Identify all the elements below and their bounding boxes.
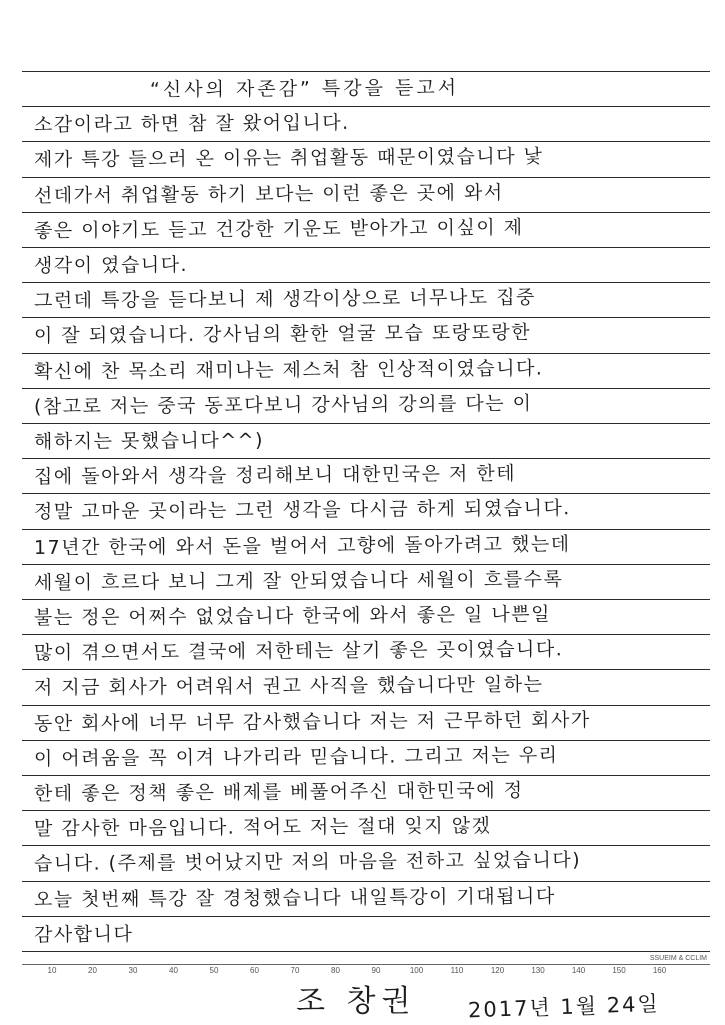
ruler-tick-label: 110 — [450, 966, 464, 975]
ruler-tick-label: 10 — [47, 966, 57, 975]
essay-line: 제가 특강 들으러 온 이유는 취업활동 때문이였습니다 낯 — [33, 145, 544, 172]
ruler-tick-label: 100 — [409, 966, 424, 975]
ruler-tick-label: 150 — [612, 966, 626, 975]
essay-line: 17년간 한국에 와서 돈을 벌어서 고향에 돌아가려고 했는데 — [33, 532, 571, 559]
essay-line: 정말 고마운 곳이라는 그런 생각을 다시금 하게 되였습니다. — [33, 497, 571, 524]
essay-line: 그런데 특강을 듣다보니 제 생각이상으로 너무나도 집중 — [33, 286, 536, 313]
essay-line: 말 감사한 마음입니다. 적어도 저는 절대 잊지 않겠 — [33, 814, 492, 841]
essay-line: 해하지는 못했습니다^^) — [33, 429, 265, 453]
essay-line: 불는 정은 어쩌수 없었습니다 한국에 와서 좋은 일 나쁜일 — [33, 603, 552, 629]
handwritten-date: 2017년 1월 24일 — [467, 991, 661, 1023]
essay-line: 소감이라고 하면 참 잘 왔어입니다. — [33, 111, 350, 137]
essay-line: 한테 좋은 정책 좋은 배제를 베풀어주신 대한민국에 정 — [33, 779, 524, 805]
essay-title: “신사의 자존감” 특강을 듣고서 — [149, 76, 460, 101]
essay-line: 많이 겪으면서도 결국에 저한테는 살기 좋은 곳이였습니다. — [33, 638, 564, 665]
ruler-tick-label: 90 — [371, 966, 381, 975]
essay-line: 생각이 였습니다. — [33, 253, 189, 277]
ruler-tick-label: 140 — [571, 966, 586, 975]
ruler-tick-label: 130 — [531, 966, 545, 975]
essay-line: 이 잘 되였습니다. 강사님의 환한 얼굴 모습 또랑또랑한 — [33, 321, 532, 348]
ruler-tick-label: 80 — [331, 966, 340, 975]
author-signature: 조 창권 — [296, 984, 417, 1019]
essay-line: 이 어려움을 꼭 이겨 나가리라 믿습니다. 그리고 저는 우리 — [33, 744, 559, 770]
ruled-line — [22, 951, 710, 952]
essay-line: 선데가서 취업활동 하기 보다는 이런 좋은 곳에 와서 — [33, 181, 504, 207]
essay-line: 저 지금 회사가 어려워서 권고 사직을 했습니다만 일하는 — [33, 673, 544, 700]
ruler-tick-label: 70 — [290, 966, 300, 975]
essay-line: 동안 회사에 너무 너무 감사했습니다 저는 저 근무하던 회사가 — [33, 708, 591, 735]
ruler-tick-label: 120 — [490, 966, 505, 975]
essay-line: (참고로 저는 중국 동포다보니 강사님의 강의를 다는 이 — [33, 392, 533, 418]
essay-line: 좋은 이야기도 듣고 건강한 기운도 받아가고 이싶이 제 — [33, 216, 524, 242]
essay-line: 집에 돌아와서 생각을 정리해보니 대한민국은 저 한테 — [33, 462, 517, 489]
essay-line: 오늘 첫번째 특강 잘 경청했습니다 내일특강이 기대됩니다 — [33, 884, 556, 911]
column-ruler — [22, 964, 710, 983]
publisher-watermark: SSUEIM & CCLIM — [649, 955, 707, 962]
ruler-tick-label: 20 — [88, 966, 97, 975]
ruler-tick-label: 160 — [652, 966, 667, 975]
ruler-tick-label: 40 — [169, 966, 178, 975]
ruler-tick-label: 60 — [250, 966, 259, 975]
essay-line: 습니다. (주제를 벗어났지만 저의 마음을 전하고 싶었습니다) — [33, 849, 582, 876]
ruler-tick-label: 30 — [128, 966, 138, 975]
essay-line: 감사합니다 — [33, 923, 134, 946]
ruler-tick-label: 50 — [209, 966, 219, 975]
essay-line: 세월이 흐르다 보니 그게 잘 안되였습니다 세월이 흐를수록 — [33, 568, 564, 594]
essay-line: 확신에 찬 목소리 재미나는 제스처 참 인상적이였습니다. — [33, 357, 544, 383]
